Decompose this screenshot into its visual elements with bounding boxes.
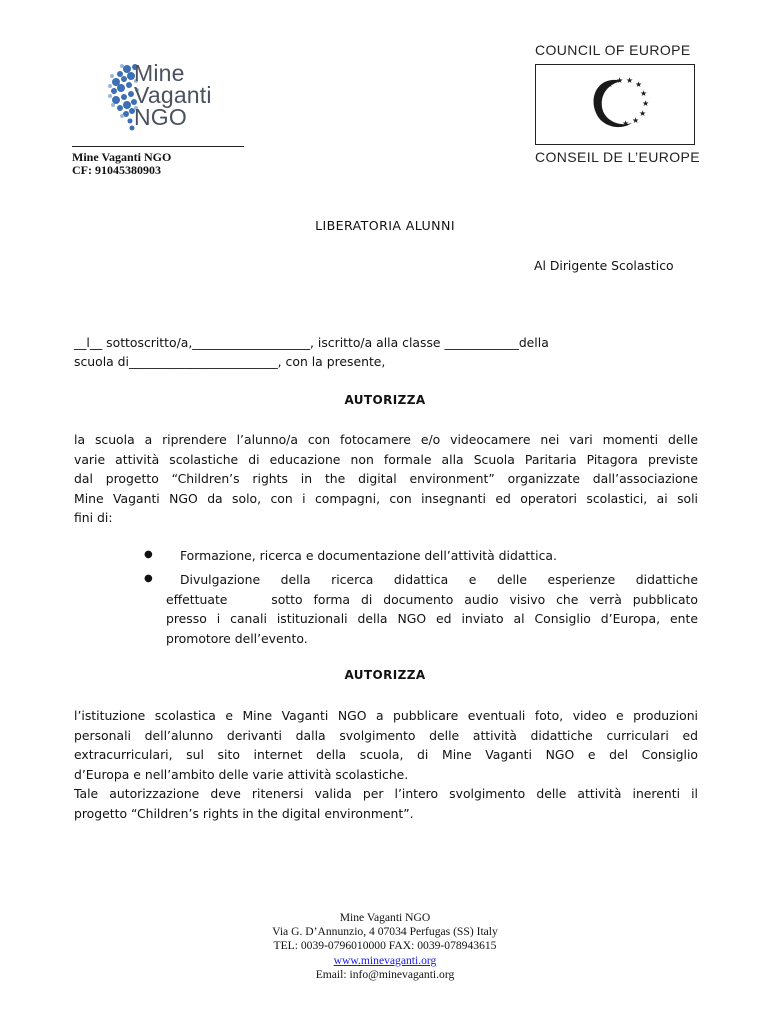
- bullet-item: Formazione, ricerca e documentazione dell’attività didattica.: [180, 548, 557, 563]
- footer-website-link[interactable]: www.minevaganti.org: [333, 953, 437, 967]
- footer-email: Email: info@minevaganti.org: [315, 967, 455, 981]
- svg-text:★: ★: [622, 119, 630, 128]
- recipient: Al Dirigente Scolastico: [534, 258, 674, 273]
- paragraph-line: la scuola a riprendere l’alunno/a con fotocamere e/o videocamere nei vari momenti delle: [74, 432, 698, 447]
- footer-name: Mine Vaganti NGO: [339, 911, 431, 924]
- footer-address: Via G. D’Annunzio, 4 07034 Perfugas (SS) Italy: [272, 925, 498, 939]
- footer: [0, 911, 770, 982]
- footer-phone: TEL: 0039-0796010000 FAX: 0039-078943615: [273, 939, 497, 953]
- logo-text-line: Vaganti: [134, 82, 212, 108]
- bullet-line: effettuate sotto forma di documento audio visivo che verrà pubblicato: [166, 591, 698, 607]
- paragraph-line: personali dell’alunno derivanti dalla svolgimento delle attività didattiche curriculari ed: [74, 727, 698, 743]
- svg-text:★: ★: [639, 109, 647, 118]
- coe-logo: [535, 64, 695, 145]
- svg-text:★: ★: [635, 80, 643, 89]
- svg-text:★: ★: [594, 98, 602, 107]
- paragraph-line: l’istituzione scolastica e Mine Vaganti NGO a pubblicare eventuali foto, video e produzioni: [74, 708, 698, 723]
- svg-text:★: ★: [642, 99, 650, 108]
- coe-title-fr: CONSEIL DE L’EUROPE: [535, 149, 701, 165]
- bullet-icon: ●: [144, 573, 153, 584]
- svg-text:★: ★: [616, 76, 624, 85]
- bullet-line: Divulgazione della ricerca didattica e delle esperienze didattiche: [180, 572, 698, 587]
- paragraph-line: Tale autorizzazione deve ritenersi valida per l’intero svolgimento delle attività inerenti il: [74, 786, 698, 801]
- logo-text-line: Mine: [134, 60, 185, 86]
- intro-line: scuola di________________________, con la presente,: [74, 354, 386, 369]
- bullet-line: promotore dell’evento.: [166, 630, 308, 646]
- intro-line: __l__ sottoscritto/a,___________________, iscritto/a alla classe ____________della: [74, 335, 549, 350]
- document-title: LIBERATORIA ALUNNI: [315, 218, 455, 233]
- svg-text:★: ★: [632, 116, 640, 125]
- svg-text:★: ★: [598, 88, 606, 97]
- paragraph-2: [74, 706, 698, 823]
- svg-text:★: ★: [596, 109, 604, 118]
- bullet-item: [166, 570, 698, 648]
- paragraph-line: d’Europa e nell’ambito delle varie attività scolastiche.: [74, 766, 409, 782]
- paragraph-line: dal progetto “Children’s rights in the digital environment” organizzate dall’associazione: [74, 471, 698, 486]
- paragraph-line: progetto “Children’s rights in the digital environment”.: [74, 805, 414, 821]
- bullet-icon: ●: [144, 549, 153, 560]
- logo-text-line: NGO: [134, 104, 187, 130]
- org-name: Mine Vaganti NGO: [72, 150, 172, 164]
- svg-text:★: ★: [606, 80, 614, 89]
- paragraph-1: [74, 430, 698, 528]
- section-heading: AUTORIZZA: [344, 668, 426, 682]
- paragraph-line: varie attività scolastiche di educazione non formale alla Scuola Paritaria Pitagora previste: [74, 451, 698, 467]
- svg-text:★: ★: [640, 89, 648, 98]
- logo-wordmark: [134, 62, 212, 128]
- svg-text:★: ★: [626, 76, 634, 85]
- coe-emblem-icon: [536, 65, 694, 144]
- paragraph-line: fini di:: [74, 510, 113, 525]
- org-cf: CF: 91045380903: [72, 163, 161, 177]
- section-heading: AUTORIZZA: [344, 393, 426, 407]
- coe-title-en: COUNCIL OF EUROPE: [535, 42, 691, 58]
- bullet-line: presso i canali istituzionali della NGO ed inviato al Consiglio d’Europa, ente: [166, 611, 698, 626]
- paragraph-line: extracurriculari, sul sito internet della scuola, di Mine Vaganti NGO e del Consiglio: [74, 747, 698, 762]
- logo-divider: [72, 146, 244, 147]
- paragraph-line: Mine Vaganti NGO da solo, con i compagni, con insegnanti ed operatori scolastici, ai soli: [74, 490, 698, 506]
